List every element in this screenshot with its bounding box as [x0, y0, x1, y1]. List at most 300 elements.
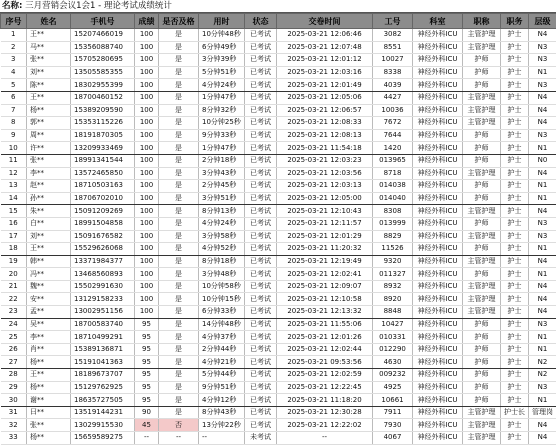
col-seq-cell: 30 — [1, 394, 27, 407]
col-name-cell: 曰** — [27, 406, 71, 419]
col-seq-cell: 21 — [1, 280, 27, 293]
col-submit-time-cell: 2025-03-21 12:05:00 — [277, 192, 373, 205]
col-phone-cell: 18302955399 — [71, 79, 135, 92]
col-seq-cell: 33 — [1, 432, 27, 445]
col-name-cell: 王** — [27, 91, 71, 104]
col-position-cell: 护士 — [501, 230, 529, 243]
col-staff-id-cell: 4925 — [373, 381, 413, 394]
col-score-cell: 100 — [135, 180, 159, 193]
table-row — [1, 230, 556, 243]
col-pass-cell: 是 — [159, 129, 199, 142]
col-level-cell: N2 — [529, 369, 556, 382]
col-level-cell: N4 — [529, 117, 556, 130]
col-level-cell: N4 — [529, 205, 556, 218]
col-staff-id-cell: 8718 — [373, 167, 413, 180]
col-phone-cell: 18710499291 — [71, 331, 135, 344]
col-score-cell: 100 — [135, 167, 159, 180]
col-seq-cell: 10 — [1, 142, 27, 155]
col-pass-cell: 是 — [159, 406, 199, 419]
col-status-header: 状态 — [245, 14, 277, 29]
col-score-cell: 100 — [135, 54, 159, 67]
col-position-cell: 护士 — [501, 192, 529, 205]
col-position-cell: 护士 — [501, 280, 529, 293]
col-duration-cell: 3分钟48秒 — [199, 268, 245, 281]
col-duration-cell: 10分钟58秒 — [199, 280, 245, 293]
col-duration-cell: 2分钟45秒 — [199, 180, 245, 193]
col-pass-cell: 是 — [159, 66, 199, 79]
col-level-cell: N3 — [529, 217, 556, 230]
col-title-cell: 护师 — [463, 142, 501, 155]
col-status-cell: 已考试 — [245, 419, 277, 432]
col-position-cell: 护士 — [501, 419, 529, 432]
col-department-cell: 神经外科ICU — [413, 381, 463, 394]
col-seq-cell: 6 — [1, 91, 27, 104]
col-title-cell: 护师 — [463, 79, 501, 92]
col-level-cell: N3 — [529, 129, 556, 142]
col-department-cell: 神经外科ICU — [413, 293, 463, 306]
col-name-cell: 张** — [27, 154, 71, 167]
col-title-cell: 主管护理 — [463, 432, 501, 445]
col-score-cell: 95 — [135, 381, 159, 394]
col-title-cell: 主管护理 — [463, 306, 501, 319]
col-title-cell: 护师 — [463, 369, 501, 382]
col-position-cell: 护士 — [501, 66, 529, 79]
col-department-cell: 神经外科ICU — [413, 54, 463, 67]
col-name-cell: 王** — [27, 369, 71, 382]
col-phone-cell: 18991504858 — [71, 217, 135, 230]
col-level-cell: N4 — [529, 167, 556, 180]
col-score-header: 成绩 — [135, 14, 159, 29]
col-level-cell: N3 — [529, 318, 556, 331]
col-title-cell: 主管护理 — [463, 167, 501, 180]
col-department-cell: 神经外科ICU — [413, 29, 463, 42]
col-pass-cell: 是 — [159, 217, 199, 230]
col-level-cell: N1 — [529, 343, 556, 356]
col-status-cell: 已考试 — [245, 117, 277, 130]
col-status-cell: 已考试 — [245, 29, 277, 42]
col-name-cell: 孟** — [27, 306, 71, 319]
col-level-cell: N3 — [529, 381, 556, 394]
col-submit-time-header: 交卷时间 — [277, 14, 373, 29]
col-department-cell: 神经外科ICU — [413, 117, 463, 130]
col-status-cell: 已考试 — [245, 369, 277, 382]
col-status-cell: 未考试 — [245, 432, 277, 445]
col-position-cell: 护士长 — [501, 406, 529, 419]
col-department-cell: 神经外科ICU — [413, 104, 463, 117]
col-seq-cell: 14 — [1, 192, 27, 205]
col-submit-time-cell: 2025-03-21 11:20:32 — [277, 243, 373, 256]
table-row — [1, 29, 556, 42]
col-name-cell: 安** — [27, 293, 71, 306]
col-status-cell: 已考试 — [245, 217, 277, 230]
col-status-cell: 已考试 — [245, 192, 277, 205]
table-row — [1, 117, 556, 130]
col-seq-cell: 26 — [1, 343, 27, 356]
col-name-cell: 王** — [27, 243, 71, 256]
col-pass-cell: 是 — [159, 356, 199, 369]
col-seq-cell: 4 — [1, 66, 27, 79]
col-pass-cell: 是 — [159, 192, 199, 205]
col-status-cell: 已考试 — [245, 318, 277, 331]
col-title-cell: 主管护理 — [463, 205, 501, 218]
col-status-cell: 已考试 — [245, 230, 277, 243]
col-score-cell: 100 — [135, 41, 159, 54]
table-row — [1, 142, 556, 155]
table-row — [1, 41, 556, 54]
col-phone-cell: 15129762925 — [71, 381, 135, 394]
title-text: 三月营销会议1会1 - 理论考试成绩统计 — [25, 1, 172, 11]
col-seq-cell: 25 — [1, 331, 27, 344]
col-level-cell: N4 — [529, 419, 556, 432]
col-level-cell: N4 — [529, 255, 556, 268]
col-staff-id-cell: 10027 — [373, 54, 413, 67]
col-name-cell: 张** — [27, 419, 71, 432]
col-name-cell: 许** — [27, 142, 71, 155]
col-status-cell: 已考试 — [245, 79, 277, 92]
col-department-cell: 神经外科ICU — [413, 356, 463, 369]
col-seq-cell: 23 — [1, 306, 27, 319]
col-score-cell: 100 — [135, 255, 159, 268]
col-position-cell: 护士 — [501, 29, 529, 42]
table-row — [1, 217, 556, 230]
col-status-cell: 已考试 — [245, 142, 277, 155]
col-seq-cell: 12 — [1, 167, 27, 180]
col-submit-time-cell: 2025-03-21 12:01:12 — [277, 54, 373, 67]
col-position-cell: 护士 — [501, 104, 529, 117]
col-position-cell: 护士 — [501, 369, 529, 382]
col-phone-cell: 18700460152 — [71, 91, 135, 104]
col-submit-time-cell: 2025-03-21 11:18:20 — [277, 394, 373, 407]
col-position-cell: 护士 — [501, 306, 529, 319]
col-phone-cell: 13029915530 — [71, 419, 135, 432]
col-phone-cell: 18710503163 — [71, 180, 135, 193]
col-position-cell: 护士 — [501, 268, 529, 281]
col-name-cell: 朱** — [27, 205, 71, 218]
col-status-cell: 已考试 — [245, 104, 277, 117]
col-phone-cell: 15091209269 — [71, 205, 135, 218]
table-row — [1, 381, 556, 394]
table-row — [1, 154, 556, 167]
col-staff-id-cell: 010331 — [373, 331, 413, 344]
col-position-cell: 护士 — [501, 381, 529, 394]
col-phone-cell: 13572465850 — [71, 167, 135, 180]
col-status-cell: 已考试 — [245, 356, 277, 369]
col-pass-cell: 是 — [159, 29, 199, 42]
col-staff-id-cell: 7930 — [373, 419, 413, 432]
table-row — [1, 129, 556, 142]
col-department-cell: 神经外科ICU — [413, 205, 463, 218]
col-staff-id-cell: 10661 — [373, 394, 413, 407]
col-seq-cell: 8 — [1, 117, 27, 130]
col-name-cell: 杨** — [27, 432, 71, 445]
col-title-cell: 主管护理 — [463, 29, 501, 42]
col-score-cell: 95 — [135, 331, 159, 344]
col-name-cell: 周** — [27, 129, 71, 142]
col-submit-time-cell: 2025-03-21 12:08:13 — [277, 129, 373, 142]
col-level-cell: N1 — [529, 243, 556, 256]
col-duration-cell: 10分钟15秒 — [199, 293, 245, 306]
col-score-cell: 95 — [135, 394, 159, 407]
table-row — [1, 192, 556, 205]
col-staff-id-cell: 014040 — [373, 192, 413, 205]
col-pass-cell: 是 — [159, 91, 199, 104]
col-phone-cell: 15659589275 — [71, 432, 135, 445]
col-seq-cell: 9 — [1, 129, 27, 142]
col-department-cell: 神经外科ICU — [413, 394, 463, 407]
col-title-cell: 主管护理 — [463, 406, 501, 419]
table-row — [1, 331, 556, 344]
table-row — [1, 79, 556, 92]
col-phone-cell: 18706702010 — [71, 192, 135, 205]
col-title-header: 职称 — [463, 14, 501, 29]
col-submit-time-cell: 2025-03-21 12:06:57 — [277, 104, 373, 117]
col-department-cell: 神经外科ICU — [413, 167, 463, 180]
col-title-cell: 护师 — [463, 331, 501, 344]
col-level-cell: N1 — [529, 331, 556, 344]
col-score-cell: 90 — [135, 406, 159, 419]
col-seq-header: 序号 — [1, 14, 27, 29]
col-score-cell: 100 — [135, 243, 159, 256]
col-duration-cell: 5分钟44秒 — [199, 369, 245, 382]
col-score-cell: 100 — [135, 79, 159, 92]
col-position-cell: 护士 — [501, 318, 529, 331]
col-name-cell: 赵** — [27, 180, 71, 193]
table-row — [1, 394, 556, 407]
col-pass-cell: -- — [159, 432, 199, 445]
col-duration-cell: 14分钟48秒 — [199, 318, 245, 331]
table-row — [1, 306, 556, 319]
col-title-cell: 护师 — [463, 66, 501, 79]
col-staff-id-cell: 10036 — [373, 104, 413, 117]
col-score-cell: 100 — [135, 192, 159, 205]
col-status-cell: 已考试 — [245, 41, 277, 54]
col-position-cell: 护士 — [501, 394, 529, 407]
col-duration-cell: -- — [199, 432, 245, 445]
col-name-cell: 白** — [27, 217, 71, 230]
col-duration-cell: 4分钟24秒 — [199, 79, 245, 92]
col-seq-cell: 11 — [1, 154, 27, 167]
col-position-cell: 护士 — [501, 432, 529, 445]
col-pass-cell: 是 — [159, 230, 199, 243]
table-row — [1, 280, 556, 293]
col-staff-id-cell: 7672 — [373, 117, 413, 130]
col-department-cell: 神经外科ICU — [413, 91, 463, 104]
col-position-cell: 护士 — [501, 154, 529, 167]
col-department-header: 科室 — [413, 14, 463, 29]
col-department-cell: 神经外科ICU — [413, 192, 463, 205]
col-seq-cell: 13 — [1, 180, 27, 193]
col-department-cell: 神经外科ICU — [413, 41, 463, 54]
col-title-cell: 主管护理 — [463, 41, 501, 54]
col-position-cell: 护士 — [501, 117, 529, 130]
col-name-cell: 刘** — [27, 230, 71, 243]
col-phone-header: 手机号 — [71, 14, 135, 29]
col-phone-cell: 15529626068 — [71, 243, 135, 256]
col-status-cell: 已考试 — [245, 280, 277, 293]
col-staff-id-cell: 9320 — [373, 255, 413, 268]
col-staff-id-cell: 8932 — [373, 280, 413, 293]
col-status-cell: 已考试 — [245, 129, 277, 142]
table-row — [1, 318, 556, 331]
col-name-cell: 陈** — [27, 79, 71, 92]
col-title-cell: 主管护理 — [463, 117, 501, 130]
col-level-cell: 管理岗 — [529, 406, 556, 419]
table-row — [1, 91, 556, 104]
col-position-cell: 护士 — [501, 293, 529, 306]
col-submit-time-cell: 2025-03-21 09:53:56 — [277, 356, 373, 369]
col-status-cell: 已考试 — [245, 154, 277, 167]
col-position-cell: 护士 — [501, 243, 529, 256]
col-position-cell: 护士 — [501, 331, 529, 344]
col-name-cell: 李** — [27, 167, 71, 180]
col-phone-cell: 15389209590 — [71, 104, 135, 117]
col-duration-cell: 9分钟33秒 — [199, 129, 245, 142]
col-status-cell: 已考试 — [245, 268, 277, 281]
col-phone-cell: 15191041363 — [71, 356, 135, 369]
col-submit-time-cell: 2025-03-21 12:03:23 — [277, 154, 373, 167]
table-row — [1, 356, 556, 369]
col-name-cell: 杨** — [27, 104, 71, 117]
col-phone-cell: 18189673707 — [71, 369, 135, 382]
col-pass-cell: 是 — [159, 255, 199, 268]
col-level-cell: N1 — [529, 394, 556, 407]
col-duration-cell: 3分钟51秒 — [199, 192, 245, 205]
col-title-cell: 主管护理 — [463, 255, 501, 268]
col-phone-cell: 13209933469 — [71, 142, 135, 155]
col-title-cell: 护师 — [463, 154, 501, 167]
col-department-cell: 神经外科ICU — [413, 406, 463, 419]
col-score-cell: 100 — [135, 66, 159, 79]
col-pass-cell: 是 — [159, 394, 199, 407]
col-position-cell: 护士 — [501, 79, 529, 92]
table-row — [1, 268, 556, 281]
col-position-cell: 护士 — [501, 217, 529, 230]
col-duration-cell: 9分钟51秒 — [199, 381, 245, 394]
col-department-cell: 神经外科ICU — [413, 369, 463, 382]
col-status-cell: 已考试 — [245, 293, 277, 306]
col-seq-cell: 22 — [1, 293, 27, 306]
col-staff-id-cell: 3082 — [373, 29, 413, 42]
col-score-cell: 95 — [135, 369, 159, 382]
table-row — [1, 255, 556, 268]
col-pass-cell: 是 — [159, 331, 199, 344]
col-seq-cell: 18 — [1, 243, 27, 256]
col-level-cell: N3 — [529, 230, 556, 243]
col-level-cell: N1 — [529, 66, 556, 79]
col-title-cell: 主管护理 — [463, 293, 501, 306]
col-pass-cell: 是 — [159, 167, 199, 180]
col-status-cell: 已考试 — [245, 243, 277, 256]
col-status-cell: 已考试 — [245, 167, 277, 180]
col-name-cell: 谢** — [27, 394, 71, 407]
col-pass-cell: 是 — [159, 54, 199, 67]
col-level-cell: N1 — [529, 268, 556, 281]
col-name-cell: 韩** — [27, 255, 71, 268]
col-name-cell: 魏** — [27, 280, 71, 293]
table-row — [1, 343, 556, 356]
col-pass-cell: 是 — [159, 243, 199, 256]
title-label: 名称: — [2, 1, 22, 11]
col-level-cell: N2 — [529, 356, 556, 369]
table-row — [1, 180, 556, 193]
col-staff-id-cell: 4067 — [373, 432, 413, 445]
col-position-cell: 护士 — [501, 142, 529, 155]
col-duration-cell: 10分钟48秒 — [199, 29, 245, 42]
table-row — [1, 432, 556, 445]
table-row — [1, 243, 556, 256]
col-seq-cell: 32 — [1, 419, 27, 432]
col-duration-cell: 8分钟43秒 — [199, 406, 245, 419]
col-pass-cell: 是 — [159, 293, 199, 306]
col-title-cell: 主管护理 — [463, 419, 501, 432]
col-seq-cell: 3 — [1, 54, 27, 67]
col-title-cell: 护师 — [463, 381, 501, 394]
col-level-cell: N4 — [529, 29, 556, 42]
col-name-cell: 刘** — [27, 66, 71, 79]
col-pass-cell: 是 — [159, 318, 199, 331]
table-row — [1, 104, 556, 117]
col-seq-cell: 7 — [1, 104, 27, 117]
col-staff-id-cell: 8848 — [373, 306, 413, 319]
col-phone-cell: 13505585355 — [71, 66, 135, 79]
col-phone-cell: 15356088740 — [71, 41, 135, 54]
col-name-cell: 杨** — [27, 356, 71, 369]
col-department-cell: 神经外科ICU — [413, 280, 463, 293]
table-row — [1, 369, 556, 382]
col-submit-time-cell: 2025-03-21 12:09:07 — [277, 280, 373, 293]
col-position-cell: 护士 — [501, 205, 529, 218]
col-submit-time-cell: 2025-03-21 12:13:32 — [277, 306, 373, 319]
col-phone-cell: 13129158233 — [71, 293, 135, 306]
col-staff-id-cell: 009232 — [373, 369, 413, 382]
col-duration-cell: 8分钟13秒 — [199, 205, 245, 218]
col-submit-time-cell: 2025-03-21 12:06:46 — [277, 29, 373, 42]
col-level-cell: N4 — [529, 280, 556, 293]
col-phone-cell: 15389136871 — [71, 343, 135, 356]
col-submit-time-cell: 2025-03-21 12:11:57 — [277, 217, 373, 230]
col-staff-id-cell: 8829 — [373, 230, 413, 243]
col-submit-time-cell: 2025-03-21 12:03:16 — [277, 66, 373, 79]
table-row — [1, 66, 556, 79]
col-score-cell: -- — [135, 432, 159, 445]
col-seq-cell: 1 — [1, 29, 27, 42]
col-seq-cell: 20 — [1, 268, 27, 281]
col-phone-cell: 15091676582 — [71, 230, 135, 243]
col-department-cell: 神经外科ICU — [413, 230, 463, 243]
col-submit-time-cell: -- — [277, 432, 373, 445]
col-score-cell: 100 — [135, 230, 159, 243]
col-submit-time-cell: 2025-03-21 12:02:41 — [277, 268, 373, 281]
col-level-cell: N3 — [529, 41, 556, 54]
table-row — [1, 406, 556, 419]
col-pass-cell: 是 — [159, 280, 199, 293]
table-row — [1, 54, 556, 67]
col-duration-cell: 10分钟25秒 — [199, 117, 245, 130]
col-name-cell: 马** — [27, 41, 71, 54]
col-level-cell: N1 — [529, 180, 556, 193]
col-name-cell: 王** — [27, 29, 71, 42]
table-row — [1, 293, 556, 306]
table-row — [1, 167, 556, 180]
col-staff-id-cell: 7911 — [373, 406, 413, 419]
col-seq-cell: 27 — [1, 356, 27, 369]
col-pass-cell: 是 — [159, 117, 199, 130]
col-staff-id-cell: 7644 — [373, 129, 413, 142]
col-staff-id-cell: 8551 — [373, 41, 413, 54]
col-duration-cell: 4分钟12秒 — [199, 394, 245, 407]
col-score-cell: 100 — [135, 104, 159, 117]
col-pass-cell: 是 — [159, 142, 199, 155]
